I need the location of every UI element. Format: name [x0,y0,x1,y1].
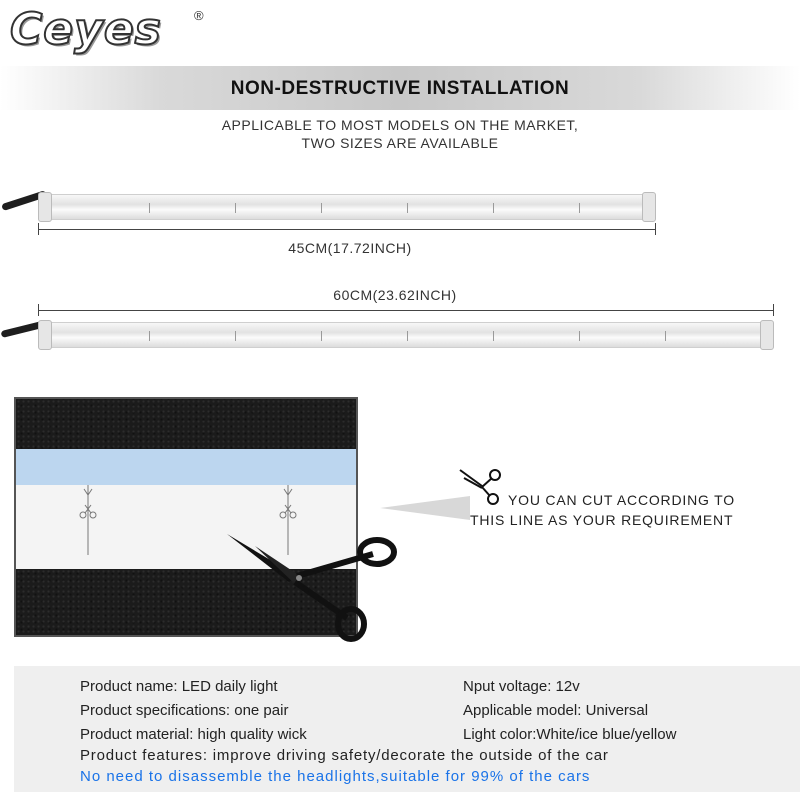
cut-instruction [470,490,800,530]
size-label-45cm: 45CM(17.72INCH) [288,240,412,256]
strip-1-endcap [642,192,656,222]
spec-input-voltage: Nput voltage: 12v [463,678,580,695]
registered-mark: ® [194,8,204,23]
spec-product-specifications: Product specifications: one pair [80,702,289,719]
spec-applicable-model: Applicable model: Universal [463,702,649,719]
dimension-line-60cm [38,310,774,311]
subtitle-line-1: APPLICABLE TO MOST MODELS ON THE MARKET, [221,117,579,133]
led-strip-60cm [40,322,774,348]
subtitle [0,116,800,152]
strip-1-startcap [38,192,52,222]
spec-product-material: Product material: high quality wick [80,726,307,743]
pointer-arrow [380,496,470,520]
cut-instruction-line-1: YOU CAN CUT ACCORDING TO [508,492,735,508]
subtitle-line-2: TWO SIZES ARE AVAILABLE [301,135,499,151]
scissors-icon [225,530,405,642]
strip-light-band [16,449,356,485]
banner-title: NON-DESTRUCTIVE INSTALLATION [230,78,570,99]
dimension-line-45cm [38,229,656,230]
spec-light-color: Light color:White/ice blue/yellow [463,726,677,743]
brand-logo: Ceyes [10,4,162,55]
spec-note: No need to disassemble the headlights,suitable for 99% of the cars [80,768,591,785]
spec-product-name: Product name: LED daily light [80,678,278,695]
size-label-60cm: 60CM(23.62INCH) [333,287,457,303]
led-strip-45cm [40,194,656,220]
strip-2-endcap [760,320,774,350]
cut-instruction-line-2: THIS LINE AS YOUR REQUIREMENT [470,512,734,528]
cut-mark-icon [76,485,100,555]
spec-product-features: Product features: improve driving safety/decorate the outside of the car [80,747,609,764]
strip-2-startcap [38,320,52,350]
